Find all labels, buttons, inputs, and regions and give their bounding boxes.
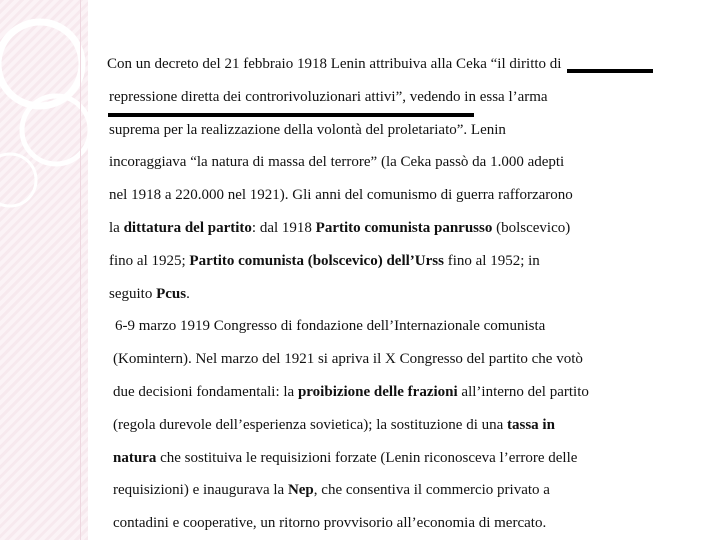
text-span: la bbox=[109, 219, 124, 236]
bold-span: tassa in bbox=[507, 416, 555, 433]
text-span: all’interno del partito bbox=[457, 383, 589, 400]
bold-span: Partito comunista (bolscevico) dell’Urss bbox=[189, 252, 444, 269]
underline-mark bbox=[108, 113, 474, 117]
text-span: requisizioni) e inaugurava la bbox=[113, 482, 288, 499]
text-span: fino al 1925; bbox=[109, 252, 190, 269]
text-line: contadini e cooperative, un ritorno provvisorio all’economia di mercato. bbox=[113, 515, 547, 532]
decorative-side-panel bbox=[0, 0, 88, 540]
slide-text-body bbox=[107, 48, 667, 540]
text-span: , che consentiva il commercio privato a bbox=[313, 482, 550, 499]
decorative-circles bbox=[0, 0, 88, 540]
text-span: fino al 1952; in bbox=[443, 252, 540, 269]
text-line: repressione diretta dei controrivoluzionari attivi”, vedendo in essa l’arma bbox=[109, 88, 548, 105]
bold-span: natura bbox=[113, 449, 157, 466]
text-line bbox=[107, 409, 667, 442]
text-span: seguito bbox=[109, 285, 157, 302]
text-line: Con un decreto del 21 febbraio 1918 Lenin attribuiva alla Ceka “il diritto di bbox=[107, 56, 562, 72]
text-line bbox=[107, 442, 667, 475]
bold-span: Pcus bbox=[156, 285, 187, 302]
text-line: (Komintern). Nel marzo del 1921 si apriva il X Congresso del partito che votò bbox=[113, 351, 583, 368]
bold-span: proibizione delle frazioni bbox=[297, 383, 458, 400]
bold-span: Partito comunista panrusso bbox=[315, 219, 493, 236]
text-span: che sostituiva le requisizioni forzate (Lenin riconosceva l’errore delle bbox=[156, 449, 578, 466]
text-line: 6-9 marzo 1919 Congresso di fondazione dell’Internazionale comunista bbox=[115, 318, 546, 335]
text-line bbox=[107, 376, 667, 409]
text-span: (bolscevico) bbox=[492, 219, 571, 236]
text-line: incoraggiava “la natura di massa del terrore” (la Ceka passò da 1.000 adepti bbox=[109, 154, 565, 171]
text-span: . bbox=[186, 285, 190, 302]
underline-mark bbox=[567, 69, 653, 73]
text-line bbox=[107, 245, 667, 278]
decorative-divider bbox=[80, 0, 81, 540]
bold-span: dittatura del partito bbox=[123, 219, 252, 236]
text-line: suprema per la realizzazione della volontà del proletariato”. Lenin bbox=[109, 121, 506, 138]
text-line bbox=[107, 474, 667, 507]
text-line bbox=[107, 278, 667, 311]
text-span: : dal 1918 bbox=[251, 219, 316, 236]
text-span: due decisioni fondamentali: la bbox=[113, 383, 298, 400]
text-line: nel 1918 a 220.000 nel 1921). Gli anni del comunismo di guerra rafforzarono bbox=[109, 187, 573, 204]
text-span: (regola durevole dell’esperienza sovietica); la sostituzione di una bbox=[113, 416, 508, 433]
bold-span: Nep bbox=[287, 482, 314, 499]
text-line bbox=[107, 212, 667, 245]
